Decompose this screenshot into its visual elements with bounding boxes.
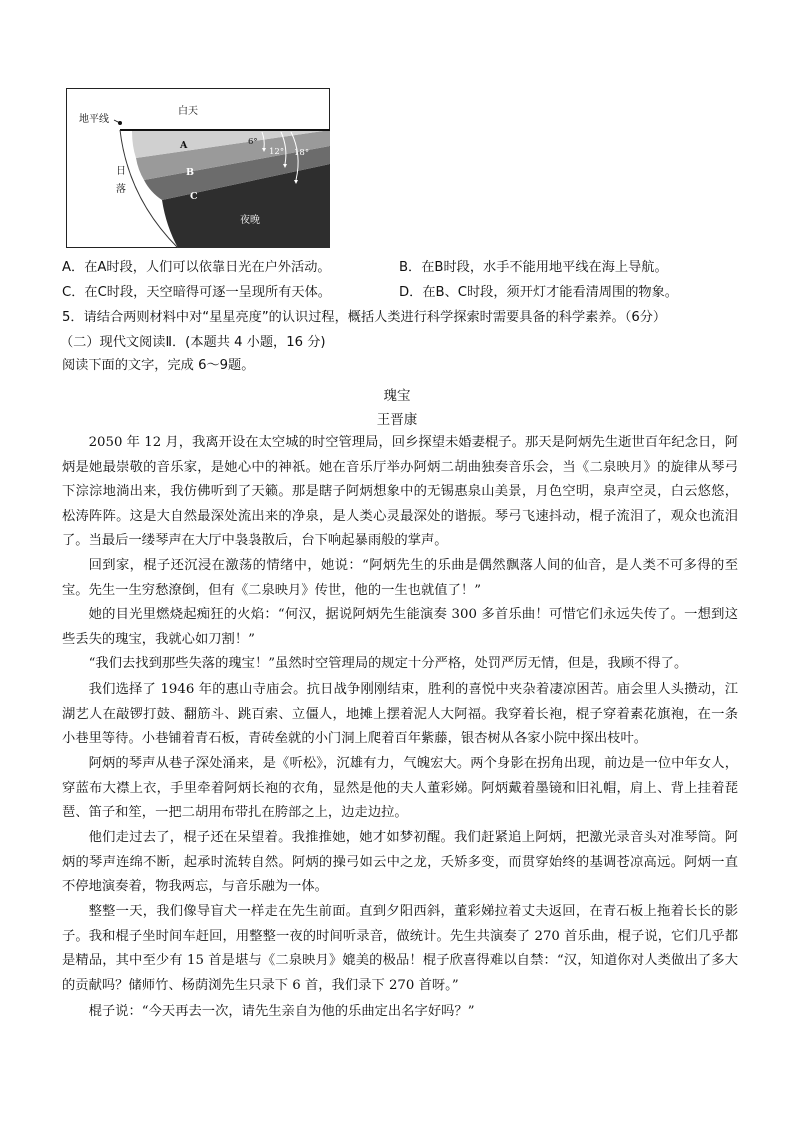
paragraph-3: 她的目光里燃烧起痴狂的火焰：“何汉，据说阿炳先生能演奏 300 多首乐曲！可惜它们永远失传了。一想到这些丢失的瑰宝，我就心如刀割！” [62,607,738,647]
paragraph-7: 他们走过去了，棍子还在呆望着。我推推她，她才如梦初醒。我们赶紧追上阿炳，把激光录音头对准琴筒。阿炳的琴声连绵不断，起承时流转自然。阿炳的操弓如云中之龙，夭矫多变，而贯穿始终的基调苍凉高远。阿炳一直不停地演奏着，物我两忘，与音乐融为一体。 [62,830,738,895]
section-heading: （二）现代文阅读Ⅱ．(本题共 4 小题，16 分) [60,335,326,350]
label-c: C [190,191,198,202]
label-night: 夜晚 [240,215,260,226]
story-title: 瑰宝 [383,388,411,404]
label-b: B [186,167,195,178]
paragraph-9: 棍子说：“今天再去一次，请先生亲自为他的乐曲定出名字好吗？” [88,1004,475,1019]
paragraph-8: 整整一天，我们像导盲犬一样走在先生前面。直到夕阳西斜，董彩娣拉着丈夫返回，在青石板上拖着长长的影子。我和棍子坐时间车赶回，用整整一夜的时间听录音，做统计。先生共演奏了 270 首乐曲，棍子说，它们几乎都是精品，其中至少有 15 首是堪与《二泉映月》媲美的极品！棍子欣喜得难以自禁：“汉，知道你对人类做出了多大的贡献吗？储师竹、杨荫浏先生只录下 6 首，我们录下 270 首呀。” [62,904,738,993]
label-sunset-2: 落 [116,184,126,195]
twilight-diagram [66,88,330,248]
label-day: 白天 [178,106,198,117]
option-b: B．在B时段，水手不能用地平线在海上导航。 [399,260,668,275]
paragraph-4: “我们去找到那些失落的瑰宝！”虽然时空管理局的规定十分严格，处罚严厉无情，但是，我顾不得了。 [88,656,688,671]
paragraph-1: 2050 年 12 月，我离开设在太空城的时空管理局，回乡探望未婚妻棍子。那天是阿炳先生逝世百年纪念日，阿炳是她最崇敬的音乐家，是她心中的神祇。她在音乐厅举办阿炳二胡曲独奏音乐会，当《二泉映月》的旋律从琴弓下淙淙地淌出来，我仿佛听到了天籁。那是瞎子阿炳想象中的无锡惠泉山美景，月色空明，泉声空灵，白云悠悠，松涛阵阵。这是大自然最深处流出来的净泉，是人类心灵最深处的谐振。琴弓飞速抖动，棍子流泪了，观众也流泪了。当最后一缕琴声在大厅中袅袅散后，台下响起暴雨般的掌声。 [62,435,738,549]
options-row-2 [62,283,742,303]
label-a: A [180,140,188,151]
paragraph-2: 回到家，棍子还沉浸在激荡的情绪中，她说：“阿炳先生的乐曲是偶然飘落人间的仙音，是人类不可多得的至宝。先生一生穷愁潦倒，但有《二泉映月》传世，他的一生也就值了！” [62,558,738,598]
instruction: 阅读下面的文字，完成 6～9题。 [62,358,255,373]
question-5: 5．请结合两则材料中对“星星亮度”的认识过程，概括人类进行科学探索时需要具备的科学素养。（6分） [62,310,667,325]
label-6deg: 6° [248,137,258,147]
option-c: C．在C时段，天空暗得可逐一呈现所有天体。 [62,285,331,300]
label-horizon: 地平线 [79,114,109,125]
option-a: A．在A时段，人们可以依靠日光在户外活动。 [62,260,331,275]
options-row-1 [62,258,742,278]
paragraph-5: 我们选择了 1946 年的惠山寺庙会。抗日战争刚刚结束，胜利的喜悦中夹杂着凄凉困苦。庙会里人头攒动，江湖艺人在敲锣打鼓、翻筋斗、跳百索、立僵人，地摊上摆着泥人大阿福。我穿着长袍，棍子穿着素花旗袍，在一条小巷里等待。小巷铺着青石板，青砖垒就的小门洞上爬着百年紫藤，银杏树从各家小院中探出枝叶。 [62,682,738,747]
story-author: 王晋康 [376,412,418,428]
label-12deg: 12° [269,147,285,157]
label-18deg: 18° [294,148,310,158]
paragraph-6: 阿炳的琴声从巷子深处涌来，是《听松》，沉雄有力，气魄宏大。两个身影在拐角出现，前边是一位中年女人，穿蓝布大襟上衣，手里牵着阿炳长袍的衣角，显然是他的夫人董彩娣。阿炳戴着墨镜和旧礼帽，肩上、背上挂着琵琶、笛子和笙，一把二胡用布带扎在胯部之上，边走边拉。 [62,756,738,821]
label-sunset-1: 日 [116,166,126,177]
option-d: D．在B、C时段，须开灯才能看清周围的物象。 [399,285,678,300]
